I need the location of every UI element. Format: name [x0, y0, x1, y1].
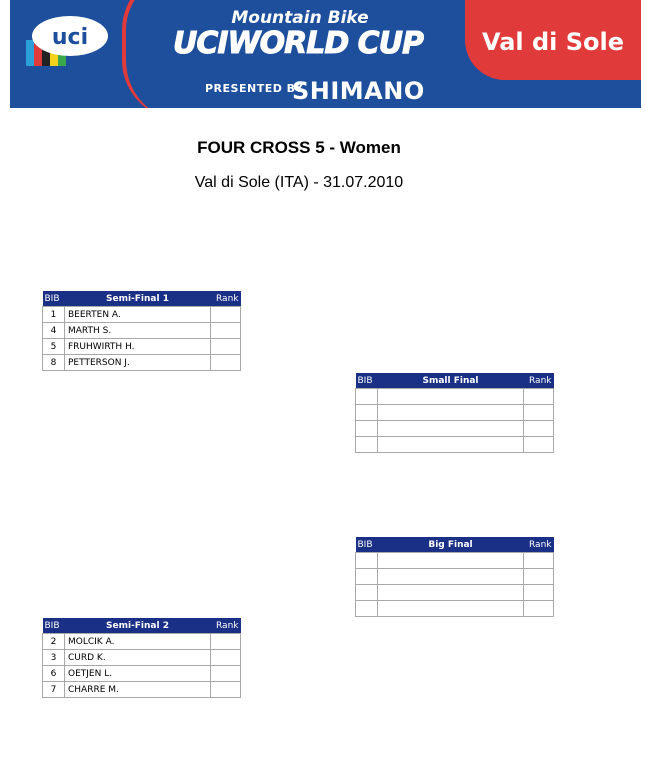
table-row — [356, 601, 554, 617]
rank-cell — [211, 307, 241, 323]
rank-cell — [524, 421, 554, 437]
page-title: FOUR CROSS 5 - Women — [197, 138, 401, 157]
table-row — [356, 437, 554, 453]
table-header — [356, 373, 554, 389]
rider-name-cell — [378, 389, 524, 405]
bib-cell: 3 — [43, 650, 65, 666]
bib-cell — [356, 405, 378, 421]
heat-title: Small Final — [378, 373, 524, 389]
rank-cell — [524, 437, 554, 453]
uci-logo — [22, 10, 110, 72]
table-row — [43, 634, 241, 650]
bib-cell: 2 — [43, 634, 65, 650]
series-subtitle: Mountain Bike — [231, 8, 369, 28]
page-subtitle: Val di Sole (ITA) - 31.07.2010 — [194, 174, 404, 191]
rank-cell — [211, 323, 241, 339]
rank-cell — [524, 585, 554, 601]
rank-column-header: Rank — [211, 291, 241, 307]
bib-cell: 7 — [43, 682, 65, 698]
semi-final-1-table — [42, 291, 241, 371]
big-final-table — [355, 537, 554, 617]
table-header — [43, 618, 241, 634]
table-row — [356, 405, 554, 421]
rider-name-cell: MARTH S. — [65, 323, 211, 339]
rank-cell — [524, 569, 554, 585]
bib-column-header: BIB — [356, 373, 378, 389]
rider-name-cell: CHARRE M. — [65, 682, 211, 698]
bib-cell — [356, 569, 378, 585]
rider-name-cell — [378, 569, 524, 585]
table-row — [43, 355, 241, 371]
bib-cell: 4 — [43, 323, 65, 339]
rider-name-cell — [378, 437, 524, 453]
rank-column-header: Rank — [524, 537, 554, 553]
bib-cell: 5 — [43, 339, 65, 355]
bib-cell: 1 — [43, 307, 65, 323]
rider-name-cell: PETTERSON J. — [65, 355, 211, 371]
rank-column-header: Rank — [524, 373, 554, 389]
rider-name-cell — [378, 553, 524, 569]
table-row — [356, 569, 554, 585]
rank-column-header: Rank — [211, 618, 241, 634]
presented-by-label: PRESENTED BY — [205, 82, 304, 95]
sponsor-logo: SHIMANO — [292, 77, 425, 105]
table-header — [356, 537, 554, 553]
rank-cell — [211, 634, 241, 650]
rank-cell — [211, 339, 241, 355]
bib-cell: 6 — [43, 666, 65, 682]
table-row — [356, 421, 554, 437]
rank-cell — [211, 666, 241, 682]
rank-cell — [524, 553, 554, 569]
bib-cell — [356, 553, 378, 569]
bib-cell — [356, 585, 378, 601]
table-row — [43, 650, 241, 666]
semi-final-2-table — [42, 618, 241, 698]
rider-name-cell — [378, 405, 524, 421]
table-row — [356, 585, 554, 601]
rank-cell — [524, 601, 554, 617]
series-title: UCIWORLD CUP — [172, 26, 424, 61]
rider-name-cell — [378, 601, 524, 617]
rank-cell — [524, 405, 554, 421]
heat-title: Big Final — [378, 537, 524, 553]
rider-name-cell: OETJEN L. — [65, 666, 211, 682]
rank-cell — [211, 650, 241, 666]
rider-name-cell: FRUHWIRTH H. — [65, 339, 211, 355]
bib-column-header: BIB — [43, 618, 65, 634]
heat-title: Semi-Final 1 — [65, 291, 211, 307]
table-header — [43, 291, 241, 307]
bib-cell — [356, 601, 378, 617]
rider-name-cell: MOLCIK A. — [65, 634, 211, 650]
rider-name-cell — [378, 585, 524, 601]
bib-cell — [356, 421, 378, 437]
uci-logo-text: uci — [51, 25, 89, 50]
bib-column-header: BIB — [43, 291, 65, 307]
table-row — [43, 682, 241, 698]
header-banner — [10, 0, 641, 108]
table-row — [43, 666, 241, 682]
rank-cell — [211, 355, 241, 371]
table-row — [43, 339, 241, 355]
bib-cell — [356, 437, 378, 453]
table-row — [43, 323, 241, 339]
rank-cell — [211, 682, 241, 698]
table-row — [356, 553, 554, 569]
rider-name-cell — [378, 421, 524, 437]
table-row — [43, 307, 241, 323]
bib-cell — [356, 389, 378, 405]
heat-title: Semi-Final 2 — [65, 618, 211, 634]
table-row — [356, 389, 554, 405]
small-final-table — [355, 373, 554, 453]
rank-cell — [524, 389, 554, 405]
bib-cell: 8 — [43, 355, 65, 371]
venue-name: Val di Sole — [481, 28, 625, 56]
rider-name-cell: BEERTEN A. — [65, 307, 211, 323]
bib-column-header: BIB — [356, 537, 378, 553]
rider-name-cell: CURD K. — [65, 650, 211, 666]
